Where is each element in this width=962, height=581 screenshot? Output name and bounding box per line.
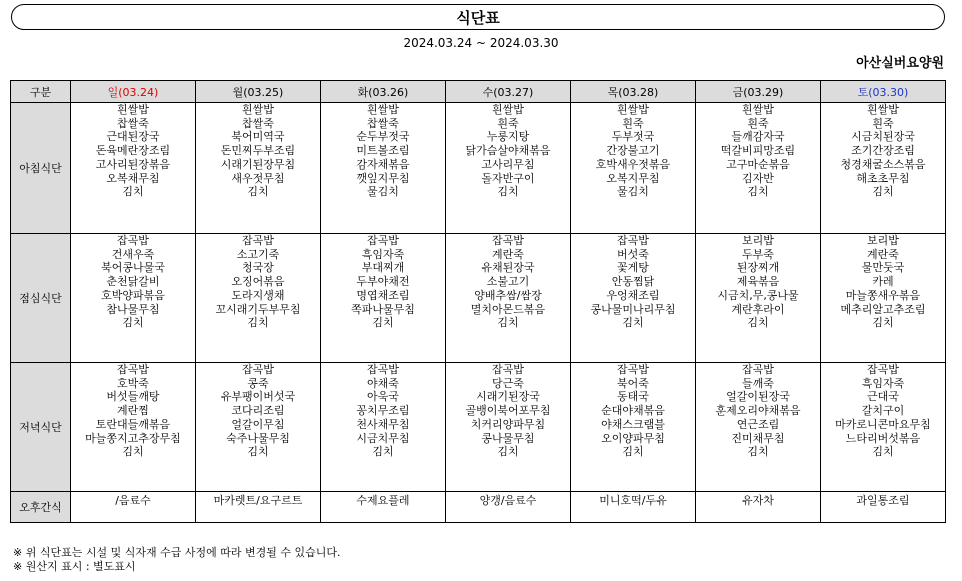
menu-item: 시금치,무,콩나물 <box>717 288 799 302</box>
menu-item: 건새우죽 <box>111 247 155 261</box>
menu-item: 청국장 <box>242 261 274 275</box>
menu-item: 북어죽 <box>617 376 649 390</box>
menu-item: 김자반 <box>742 171 774 185</box>
note-line: ※ 원산지 표시 : 별도표시 <box>13 560 136 573</box>
menu-item: 청경채굴소스볶음 <box>840 157 926 171</box>
meal-cell <box>571 234 696 363</box>
menu-item: 김치 <box>747 445 769 459</box>
menu-item: 도라지생채 <box>231 288 285 302</box>
menu-item: 계란죽 <box>492 247 524 261</box>
meal-cell <box>71 234 196 363</box>
menu-item: 코다리조림 <box>231 404 285 418</box>
menu-item: 토란대들깨볶음 <box>95 417 171 431</box>
menu-item: 흰죽 <box>872 116 894 130</box>
menu-item: 들깨감자국 <box>731 130 785 144</box>
menu-item: 춘천닭갈비 <box>106 275 160 289</box>
menu-item: 순두부젓국 <box>356 130 410 144</box>
note-line: ※ 위 식단표는 시설 및 식자재 수급 사정에 따라 변경될 수 있습니다. <box>13 546 341 559</box>
header-row <box>11 81 946 103</box>
menu-item: 호박새우젓볶음 <box>595 157 671 171</box>
menu-item: 우엉채조림 <box>606 288 660 302</box>
menu-item: 유채된장국 <box>481 261 535 275</box>
dinner-label: 저녁식단 <box>11 363 71 492</box>
menu-item: 시래기된장국 <box>476 390 540 404</box>
day-header-wed: 수(03.27) <box>446 81 571 103</box>
lunch-row <box>11 234 946 363</box>
menu-item: 김치 <box>497 445 519 459</box>
meal-cell <box>196 363 321 492</box>
menu-item: 잡곡밥 <box>492 234 524 247</box>
menu-item: 꼬시래기두부무침 <box>215 302 301 316</box>
menu-item: 북어미역국 <box>231 130 285 144</box>
menu-item: 돈육메란장조림 <box>95 144 171 158</box>
menu-item: 콩나물무침 <box>481 431 535 445</box>
menu-item: 두부젓국 <box>611 130 655 144</box>
meal-cell <box>196 234 321 363</box>
menu-item: 안동찜닭 <box>611 275 655 289</box>
menu-item: 메추리알고추조림 <box>840 302 926 316</box>
menu-item: 잡곡밥 <box>242 363 274 376</box>
menu-item: 소고기죽 <box>236 247 280 261</box>
menu-item: 김치 <box>497 185 519 199</box>
menu-item: 순대야채볶음 <box>601 404 665 418</box>
menu-item: 고사리무침 <box>481 157 535 171</box>
menu-item: 잡곡밥 <box>117 234 149 247</box>
menu-item: 천사채무침 <box>356 417 410 431</box>
weekly-menu-table <box>10 80 946 523</box>
dinner-row <box>11 363 946 492</box>
menu-item: 잡곡밥 <box>367 234 399 247</box>
menu-item: 김치 <box>122 185 144 199</box>
menu-title: 식단표 <box>11 4 945 30</box>
menu-item: 김치 <box>872 185 894 199</box>
menu-item: 흑임자죽 <box>361 247 405 261</box>
menu-item: 근대된장국 <box>106 130 160 144</box>
menu-item: 미트볼조림 <box>356 144 410 158</box>
meal-cell <box>321 103 446 234</box>
snack-cell: 수제요플레 <box>321 492 446 523</box>
day-header-thu: 목(03.28) <box>571 81 696 103</box>
corner-label: 구분 <box>11 81 71 103</box>
menu-item: 찹쌀죽 <box>367 116 399 130</box>
meal-cell <box>446 234 571 363</box>
snack-row <box>11 492 946 523</box>
meal-cell <box>821 103 946 234</box>
menu-item: 찹쌀죽 <box>117 116 149 130</box>
meal-cell <box>696 103 821 234</box>
snack-cell: 양갱/음료수 <box>446 492 571 523</box>
meal-cell <box>696 234 821 363</box>
day-header-mon: 월(03.25) <box>196 81 321 103</box>
menu-item: 물김치 <box>367 185 399 199</box>
menu-item: 김치 <box>747 316 769 330</box>
menu-item: 느타리버섯볶음 <box>845 431 921 445</box>
meal-cell <box>571 103 696 234</box>
notes <box>13 546 340 574</box>
menu-item: 김치 <box>247 316 269 330</box>
menu-item: 흑임자죽 <box>861 376 905 390</box>
menu-item: 떡갈비피망조림 <box>720 144 796 158</box>
meal-cell <box>71 103 196 234</box>
snack-cell: 과일통조림 <box>821 492 946 523</box>
menu-item: 꽃게탕 <box>617 261 649 275</box>
menu-item: 콩죽 <box>247 376 269 390</box>
day-header-tue: 화(03.26) <box>321 81 446 103</box>
menu-item: 시금치무침 <box>356 431 410 445</box>
menu-item: 시래기된장무침 <box>220 157 296 171</box>
menu-item: 쪽파나물무침 <box>351 302 415 316</box>
meal-cell <box>821 234 946 363</box>
meal-cell <box>571 363 696 492</box>
menu-item: 얼갈이무침 <box>231 417 285 431</box>
menu-item: 잡곡밥 <box>617 363 649 376</box>
menu-item: 호박죽 <box>117 376 149 390</box>
menu-item: 흰쌀밥 <box>242 103 274 116</box>
menu-item: 숙주나물무침 <box>226 431 290 445</box>
meal-cell <box>321 234 446 363</box>
menu-item: 두부죽 <box>742 247 774 261</box>
menu-item: 김치 <box>872 316 894 330</box>
lunch-label: 점심식단 <box>11 234 71 363</box>
menu-item: 마늘쫑새우볶음 <box>845 288 921 302</box>
snack-label: 오후간식 <box>11 492 71 523</box>
menu-item: 부대찌개 <box>361 261 405 275</box>
menu-item: 아욱국 <box>367 390 399 404</box>
menu-item: 감자채볶음 <box>356 157 410 171</box>
menu-item: 김치 <box>247 185 269 199</box>
snack-cell: 유자차 <box>696 492 821 523</box>
menu-item: 마늘쫑지고추장무침 <box>85 431 181 445</box>
menu-item: 고구마순볶음 <box>726 157 790 171</box>
menu-item: 골뱅이북어포무침 <box>465 404 551 418</box>
menu-item: 버섯들깨탕 <box>106 390 160 404</box>
menu-item: 야채죽 <box>367 376 399 390</box>
breakfast-label: 아침식단 <box>11 103 71 234</box>
day-header-fri: 금(03.29) <box>696 81 821 103</box>
facility-name: 아산실버요양원 <box>856 56 944 71</box>
menu-item: 된장찌개 <box>736 261 780 275</box>
menu-item: 김치 <box>372 316 394 330</box>
menu-item: 새우젓무침 <box>231 171 285 185</box>
menu-item: 물김치 <box>617 185 649 199</box>
menu-item: 깻잎지무침 <box>356 171 410 185</box>
snack-cell: 미니호떡/두유 <box>571 492 696 523</box>
menu-item: 명엽채조림 <box>356 288 410 302</box>
menu-item: 콩나물미나리무침 <box>590 302 676 316</box>
meal-cell <box>821 363 946 492</box>
menu-item: 양배추쌈/쌈장 <box>474 288 542 302</box>
menu-item: 고사리된장볶음 <box>95 157 171 171</box>
menu-item: 당근죽 <box>492 376 524 390</box>
menu-item: 김치 <box>247 445 269 459</box>
snack-cell: /음료수 <box>71 492 196 523</box>
menu-item: 해초초무침 <box>856 171 910 185</box>
menu-item: 누룽지탕 <box>486 130 530 144</box>
menu-period: 2024.03.24 ~ 2024.03.30 <box>403 36 559 50</box>
menu-item: 흰죽 <box>497 116 519 130</box>
menu-item: 제육볶음 <box>736 275 780 289</box>
menu-item: 계란죽 <box>867 247 899 261</box>
menu-item: 잡곡밥 <box>742 363 774 376</box>
menu-item: 호박양파볶음 <box>101 288 165 302</box>
menu-item: 북어콩나물국 <box>101 261 165 275</box>
menu-item: 야채스크램블 <box>601 417 665 431</box>
meal-cell <box>696 363 821 492</box>
menu-item: 갈치구이 <box>861 404 905 418</box>
menu-item: 계란후라이 <box>731 302 785 316</box>
menu-item: 보리밥 <box>742 234 774 247</box>
menu-item: 오징어볶음 <box>231 275 285 289</box>
menu-item: 소불고기 <box>486 275 530 289</box>
menu-item: 김치 <box>122 316 144 330</box>
meal-cell <box>321 363 446 492</box>
menu-item: 치커리양파무침 <box>470 417 546 431</box>
menu-item: 근대국 <box>867 390 899 404</box>
menu-item: 얼갈이된장국 <box>726 390 790 404</box>
menu-item: 보리밥 <box>867 234 899 247</box>
menu-item: 김치 <box>122 445 144 459</box>
menu-item: 유부팽이버섯국 <box>220 390 296 404</box>
menu-item: 닭가슴살야채볶음 <box>465 144 551 158</box>
menu-item: 잡곡밥 <box>367 363 399 376</box>
menu-item: 돈민찌두부조림 <box>220 144 296 158</box>
menu-item: 시금치된장국 <box>851 130 915 144</box>
menu-item: 카레 <box>872 275 894 289</box>
menu-item: 두부야채전 <box>356 275 410 289</box>
menu-item: 김치 <box>622 445 644 459</box>
meal-cell <box>446 103 571 234</box>
menu-item: 멸치아몬드볶음 <box>470 302 546 316</box>
menu-item: 흰쌀밥 <box>867 103 899 116</box>
day-header-sun: 일(03.24) <box>71 81 196 103</box>
menu-item: 흰쌀밥 <box>742 103 774 116</box>
menu-item: 돌자반구이 <box>481 171 535 185</box>
menu-item: 흰쌀밥 <box>492 103 524 116</box>
menu-item: 김치 <box>497 316 519 330</box>
menu-item: 김치 <box>372 445 394 459</box>
menu-item: 흰죽 <box>622 116 644 130</box>
menu-item: 참나물무침 <box>106 302 160 316</box>
menu-item: 잡곡밥 <box>242 234 274 247</box>
menu-item: 잡곡밥 <box>492 363 524 376</box>
menu-item: 조기간장조림 <box>851 144 915 158</box>
menu-item: 연근조림 <box>736 417 780 431</box>
menu-item: 진미채무침 <box>731 431 785 445</box>
menu-item: 흰쌀밥 <box>367 103 399 116</box>
menu-item: 잡곡밥 <box>117 363 149 376</box>
menu-item: 흰쌀밥 <box>117 103 149 116</box>
meal-cell <box>446 363 571 492</box>
menu-item: 김치 <box>872 445 894 459</box>
menu-item: 잡곡밥 <box>617 234 649 247</box>
menu-item: 계란찜 <box>117 404 149 418</box>
meal-cell <box>196 103 321 234</box>
menu-item: 훈제오리야채볶음 <box>715 404 801 418</box>
menu-item: 오복지무침 <box>606 171 660 185</box>
menu-item: 버섯죽 <box>617 247 649 261</box>
menu-item: 김치 <box>747 185 769 199</box>
menu-item: 흰죽 <box>747 116 769 130</box>
menu-item: 물만둣국 <box>861 261 905 275</box>
breakfast-row <box>11 103 946 234</box>
menu-item: 오복채무침 <box>106 171 160 185</box>
menu-item: 꽁치무조림 <box>356 404 410 418</box>
menu-item: 흰쌀밥 <box>617 103 649 116</box>
menu-item: 간장불고기 <box>606 144 660 158</box>
menu-item: 오이양파무침 <box>601 431 665 445</box>
snack-cell: 마카렛트/요구르트 <box>196 492 321 523</box>
menu-item: 잡곡밥 <box>867 363 899 376</box>
menu-item: 마카로니콘마요무침 <box>835 417 931 431</box>
day-header-sat: 토(03.30) <box>821 81 946 103</box>
menu-item: 들깨죽 <box>742 376 774 390</box>
menu-item: 김치 <box>622 316 644 330</box>
meal-cell <box>71 363 196 492</box>
menu-item: 동태국 <box>617 390 649 404</box>
menu-item: 찹쌀죽 <box>242 116 274 130</box>
